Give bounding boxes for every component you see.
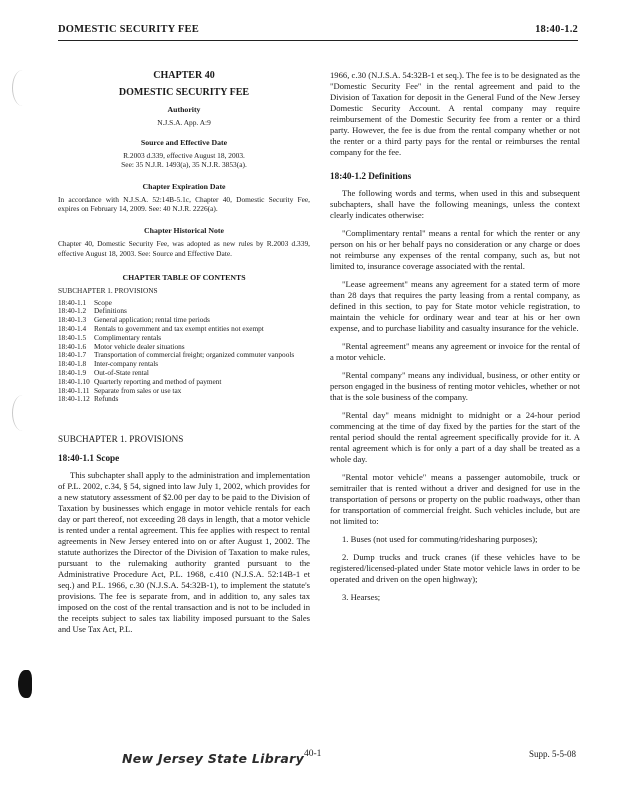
toc-entry: 18:40-1.1 Scope — [58, 297, 112, 307]
toc-entry: 18:40-1.11 Separate from sales or use tax — [58, 385, 182, 395]
section-heading-definitions: 18:40-1.2 Definitions — [330, 171, 412, 181]
toc-subchapter: SUBCHAPTER 1. PROVISIONS — [58, 285, 158, 295]
definition-rental-motor-vehicle: "Rental motor vehicle" means a passenger automobile, truck or semitrailer that is rented without a driver and designed for use in the transportation of persons or property on the public roadways, other than for transportation of commercial freight. Such vehicles include, but are not limited to: — [330, 472, 580, 526]
left-column — [58, 70, 310, 642]
definition-complimentary-rental: "Complimentary rental" means a rental for which the renter or any person on his or her behalf pays no consideration or any charge or does not reimburse any expenses of the rental company, such as, but not limited to, insurance coverage associated with the rental. — [330, 228, 580, 271]
chapter-number: CHAPTER 40 — [153, 70, 215, 81]
authority-text: N.J.S.A. App. A:9 — [157, 118, 211, 127]
scope-continuation: 1966, c.30 (N.J.S.A. 54:32B-1 et seq.). The fee is to be designated as the "Domestic Security Fee" in the rental agreement and paid to the Division of Taxation for deposit in the General Fund of the New Jersey Domestic Security Account. A rental company may require reimbursement of the Domestic Security fee from a renter or a third party. However, the fee is due from the rental company whether or not the renter or a third party pays for the rental or reimburses the rental company for the fee. — [330, 70, 580, 157]
supplement-date: Supp. 5-5-08 — [529, 749, 576, 759]
source-text-2: See: 35 N.J.R. 1493(a), 35 N.J.R. 3853(a). — [121, 160, 247, 169]
toc-entry: 18:40-1.5 Complimentary rentals — [58, 332, 162, 342]
source-text-1: R.2003 d.339, effective August 18, 2003. — [123, 151, 245, 160]
header-section-number: 18:40-1.2 — [535, 24, 578, 35]
toc-entry: 18:40-1.10 Quarterly reporting and method of payment — [58, 376, 222, 386]
subchapter-heading: SUBCHAPTER 1. PROVISIONS — [58, 434, 184, 445]
list-item: 2. Dump trucks and truck cranes (if these vehicles have to be registered/licensed-plated under State motor vehicle laws in order to be operated and driven on the open highway); — [330, 552, 580, 584]
toc-entry: 18:40-1.6 Motor vehicle dealer situations — [58, 341, 185, 351]
toc-entry: 18:40-1.7 Transportation of commercial freight; organized commuter vanpools — [58, 350, 295, 360]
toc-entry: 18:40-1.2 Definitions — [58, 306, 127, 316]
definitions-intro: The following words and terms, when used in this and subsequent subchapters, shall have the following meanings, unless the context clearly indicates otherwise: — [330, 188, 580, 220]
expiration-heading: Chapter Expiration Date — [142, 182, 226, 191]
definition-rental-company: "Rental company" means any individual, business, or other entity or person engaged in the business of renting motor vehicles, whether or not that is the sole business of the company. — [330, 370, 580, 402]
toc-entry: 18:40-1.3 General application; rental time periods — [58, 315, 210, 325]
table-of-contents — [58, 299, 310, 405]
history-text: Chapter 40, Domestic Security Fee, was adopted as new rules by R.2003 d.339, effective August 18, 2003. See: Source and Effective Date. — [58, 239, 310, 258]
running-header — [58, 24, 578, 40]
history-heading: Chapter Historical Note — [144, 226, 224, 236]
toc-entry: 18:40-1.4 Rentals to government and tax exempt entities not exempt — [58, 324, 264, 333]
right-column — [330, 70, 580, 610]
header-title: DOMESTIC SECURITY FEE — [58, 24, 199, 35]
definition-lease-agreement: "Lease agreement" means any agreement for a stated term of more than 28 days that requires the party leasing from a rental company, as defined in this section, to pay for State motor vehicle registration, to maintain the vehicle for ordinary wear and tear at his or her own expense, and to purchase liability and casualty insurance for the vehicle. — [330, 279, 580, 333]
authority-heading: Authority — [167, 105, 201, 114]
header-rule — [58, 40, 578, 41]
scope-paragraph: This subchapter shall apply to the administration and implementation of P.L. 2002, c.34, § 54, signed into law July 1, 2002, which provides for a new statutory assessment of $2.00 per day to be paid to the Division of Taxation by businesses which engage in motor vehicle rentals for each day or part thereof, not exceeding 28 days in length, that a motor vehicle is rented under a rental agreement. This fee applies with respect to rental agreements in New Jersey entered into on or after August 1, 2002. The statute authorizes the Director of the Division of Taxation to make rules, pursuant to the rulemaking authority granted pursuant to the Administrative Procedure Act, P.L. 1968, c.410 (N.J.S.A. 52:14B-1 et seq.) and P.L. 1966, c.30 (N.J.S.A. 54:32B-1), to implement the statute's provisions. The fee is separate from, and in addition to, any sales tax imposed on the cost of the rental transaction and is not to be included in the receipts subject to sales tax liability imposed pursuant to the Sales and Use Tax Act, P.L. — [58, 470, 310, 635]
definition-rental-agreement: "Rental agreement" means any agreement or invoice for the rental of a motor vehicle. — [330, 341, 580, 362]
library-stamp: New Jersey State Library — [122, 751, 305, 766]
source-heading: Source and Effective Date — [140, 138, 228, 147]
list-item: 3. Hearses; — [342, 592, 381, 602]
page-number: 40-1 — [304, 749, 322, 759]
chapter-title: DOMESTIC SECURITY FEE — [118, 87, 250, 98]
punch-hole-mark — [12, 395, 33, 431]
section-heading-scope: 18:40-1.1 Scope — [58, 453, 120, 464]
toc-entry: 18:40-1.9 Out-of-State rental — [58, 367, 149, 377]
punch-hole-mark — [12, 70, 33, 106]
expiration-text: In accordance with N.J.S.A. 52:14B-5.1c, Chapter 40, Domestic Security Fee, expires on February 14, 2009. See: 40 N.J.R. 2226(a). — [58, 195, 310, 214]
punch-hole — [18, 670, 32, 698]
toc-heading: CHAPTER TABLE OF CONTENTS — [122, 272, 246, 282]
toc-entry: 18:40-1.12 Refunds — [58, 394, 119, 404]
toc-entry: 18:40-1.8 Inter-company rentals — [58, 359, 159, 369]
definition-rental-day: "Rental day" means midnight to midnight or a 24-hour period commencing at the time of day fixed by the parties for the start of the rental period should the rental agreement specifically provide for it. A rental agreement which is for only a part of a day shall be treated as a whole day. — [330, 410, 580, 464]
list-item: 1. Buses (not used for commuting/ridesharing purposes); — [342, 534, 538, 544]
